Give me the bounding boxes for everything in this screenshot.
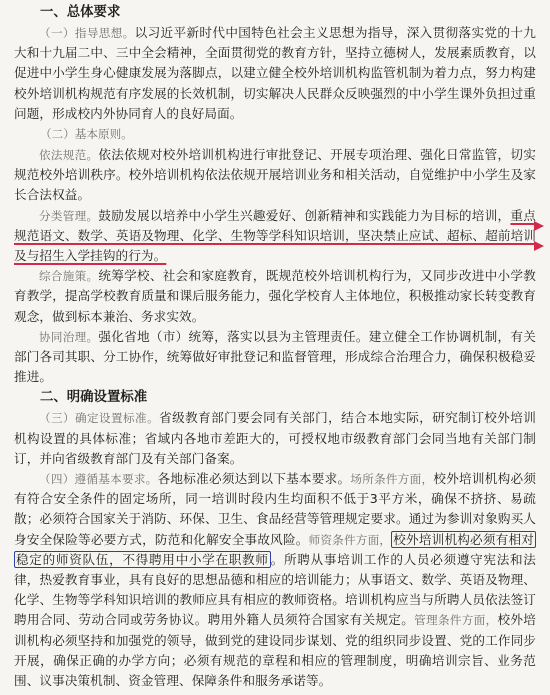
section-heading-overall-requirements: 一、总体要求	[40, 5, 121, 20]
paragraph-text: 强化省地（市）统筹，落实以县为主管理责任。建立健全工作协调机制，有关部门各司其职、分工协作，统筹做好审批登记和监督管理，形成综合治理合力，确保积极稳妥推进。	[14, 328, 536, 385]
paragraph-guiding-ideology	[14, 23, 536, 124]
paragraph-lead: 依法规范。	[39, 148, 99, 163]
paragraph-text: 以习近平新时代中国特色社会主义思想为指导，深入贯彻落实党的十九大和十九届二中、三中全会精神，全面贯彻党的教育方针，坚持立德树人，发展素质教育，以促进中小学生身心健康发展为落脚点，以建立健全校外培训机构监管机制为着力点，努力构建校外培训机构规范有序发展的长效机制，切实解决人民群众反映强烈的中小学生课外负担过重问题，形成校内外协同育人的良好局面。	[14, 25, 536, 121]
paragraph-lead: （三）确定设置标准。	[39, 411, 160, 426]
paragraph-lead-teachers: 师资条件方面，	[308, 532, 392, 547]
paragraph-comprehensive-measures	[14, 266, 536, 327]
paragraph-determine-standards	[14, 408, 536, 469]
paragraph-text-venue: 校外培训机构必须有符合安全条件的固定场所，同一培训时段内生均面积不低于3平方米，确保不挤挤、易疏散；必须符合国家关于消防、环保、卫生、食品经营等管理规定要求。通过为参训对象购买人身安全保险等必要方式，防范和化解安全事故风险。	[14, 471, 537, 547]
paragraph-text: 鼓励发展以培养中小学生兴趣爱好、创新精神和实践能力为目标的培训，	[98, 207, 511, 223]
paragraph-lead-management: 管理条件方面，	[414, 613, 498, 628]
paragraph-text: 依法依规对校外培训机构进行审批登记、开展专项治理、强化日常监管，切实规范校外培训秩序。校外培训机构依法依规开展培训业务和相关活动，自觉维护中小学生及家长合法权益。	[14, 147, 536, 203]
paragraph-text-management: 校外培训机构必须坚持和加强党的领导，做到党的建设同步谋划、党的组织同步设置、党的工作同步开展，确保正确的办学方向；必须有规范的章程和相应的管理制度，明确培训宗旨、业务范围、议事决策机制、资金管理、保障条件和服务承诺等。	[14, 612, 536, 689]
paragraph-lead-venue: 场所条件方面，	[350, 472, 434, 487]
paragraph-text: 统筹学校、社会和家庭教育，既规范校外培训机构行为，又同步改进中小学教育教学，提高学校教育质量和课后服务能力，强化学校育人主体地位，积极推动家长转变教育观念，做到标本兼治、务求实效。	[14, 268, 536, 324]
subheading-basic-principles: （二）基本原则。	[40, 127, 133, 142]
paragraph-lawful-regulation	[14, 145, 536, 206]
paragraph-collaborative-governance	[14, 327, 536, 388]
paragraph-lead: 综合施策。	[39, 269, 99, 284]
paragraph-classified-management	[14, 206, 536, 267]
paragraph-lead: 协同治理。	[39, 329, 99, 344]
paragraph-lead: 分类管理。	[39, 208, 99, 223]
annotation-arrow-icon	[534, 241, 544, 251]
paragraph-text: 省级教育部门要会同有关部门，结合本地实际，研究制订校外培训机构设置的具体标准；省域内各地市差距大的，可授权地市级教育部门会同当地有关部门制订，并向省级教育部门及有关部门备案。	[14, 410, 536, 466]
paragraph-text-teachers: 。所聘从事培训工作的人员必须遵守宪法和法律，热爱教育事业，具有良好的思想品德和相应的培训能力；从事语文、数学、英语及物理、化学、生物等学科知识培训的教师应具有相应的教师资格。培训机构应当与所聘人员依法签订聘用合同、劳动合同或劳务协议。聘用外籍人员须符合国家有关规定。	[14, 551, 537, 628]
paragraph-lead: （四）遵循基本要求。	[39, 472, 158, 487]
boxed-highlight-text: 校外培训机构必须有相对稳定的师资队伍，不得聘用中小学在职教师	[16, 531, 534, 567]
paragraph-text: 各地标准必须达到以下基本要求。	[157, 471, 351, 487]
highlighted-text: 重点规范语文、数学、英语及物理、化学、生物等学科知识培训，坚决禁止应试、超标、超前培训及与招生入学挂钩的行为。	[14, 207, 536, 264]
section-heading-setting-standards: 二、明确设置标准	[40, 390, 148, 406]
paragraph-basic-requirements	[14, 469, 536, 691]
annotation-arrow-icon	[534, 221, 544, 231]
paragraph-lead: （一）指导思想。	[39, 26, 135, 40]
